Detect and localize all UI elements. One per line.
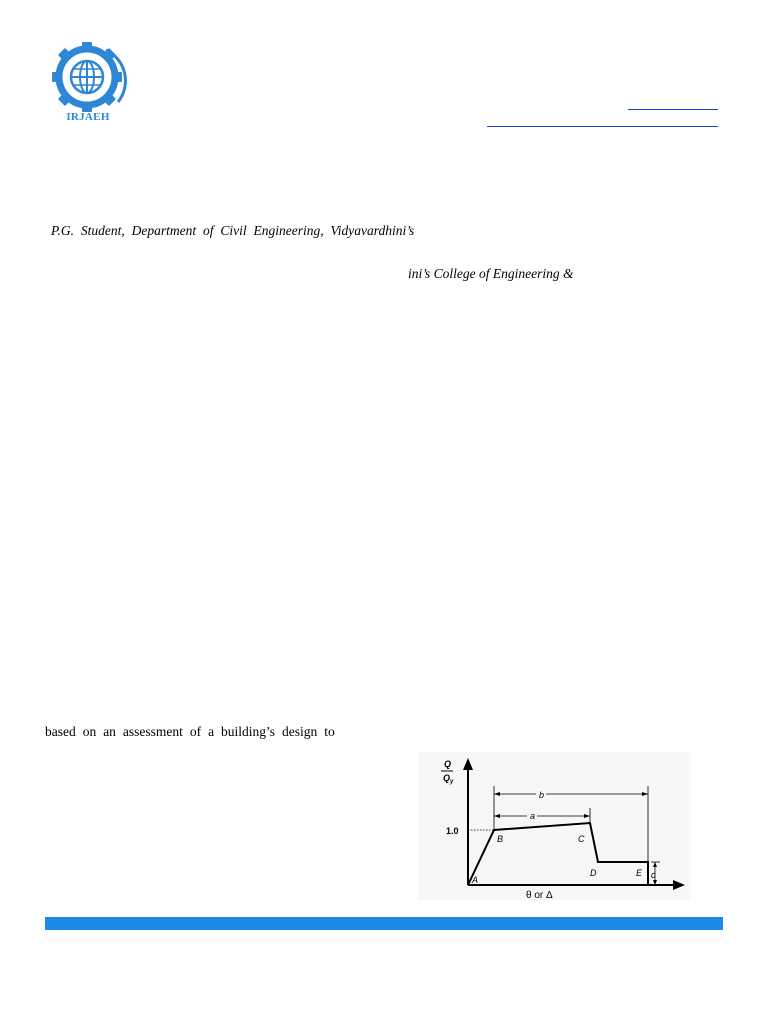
header-link-2[interactable]: [487, 126, 718, 127]
point-a-label: A: [472, 875, 479, 885]
point-b-label: B: [497, 834, 504, 844]
header-link-1[interactable]: [628, 109, 718, 110]
logo-text: IRJAEH: [66, 111, 110, 123]
point-c-label: C: [578, 834, 585, 844]
y-label-sub: y: [450, 779, 454, 785]
point-e-label: E: [636, 868, 643, 878]
y-tick-label: 1.0: [446, 826, 459, 836]
body-paragraph: based on an assessment of a building’s design to: [45, 724, 335, 739]
dim-b-label: b: [539, 790, 545, 800]
footer-accent-bar: [45, 917, 723, 930]
force-deformation-figure: [418, 752, 690, 900]
dim-c-label: c: [651, 870, 656, 880]
y-label-top: Q: [444, 759, 452, 769]
author-affiliation-2: ini’s College of Engineering &: [408, 266, 574, 281]
point-d-label: D: [590, 868, 597, 878]
y-label-bottom: Q: [443, 773, 451, 783]
dim-a-label: a: [530, 811, 536, 821]
author-affiliation-1: P.G. Student, Department of Civil Engineering, Vidyavardhini’s: [51, 223, 415, 238]
x-label: θ or Δ: [526, 890, 553, 900]
